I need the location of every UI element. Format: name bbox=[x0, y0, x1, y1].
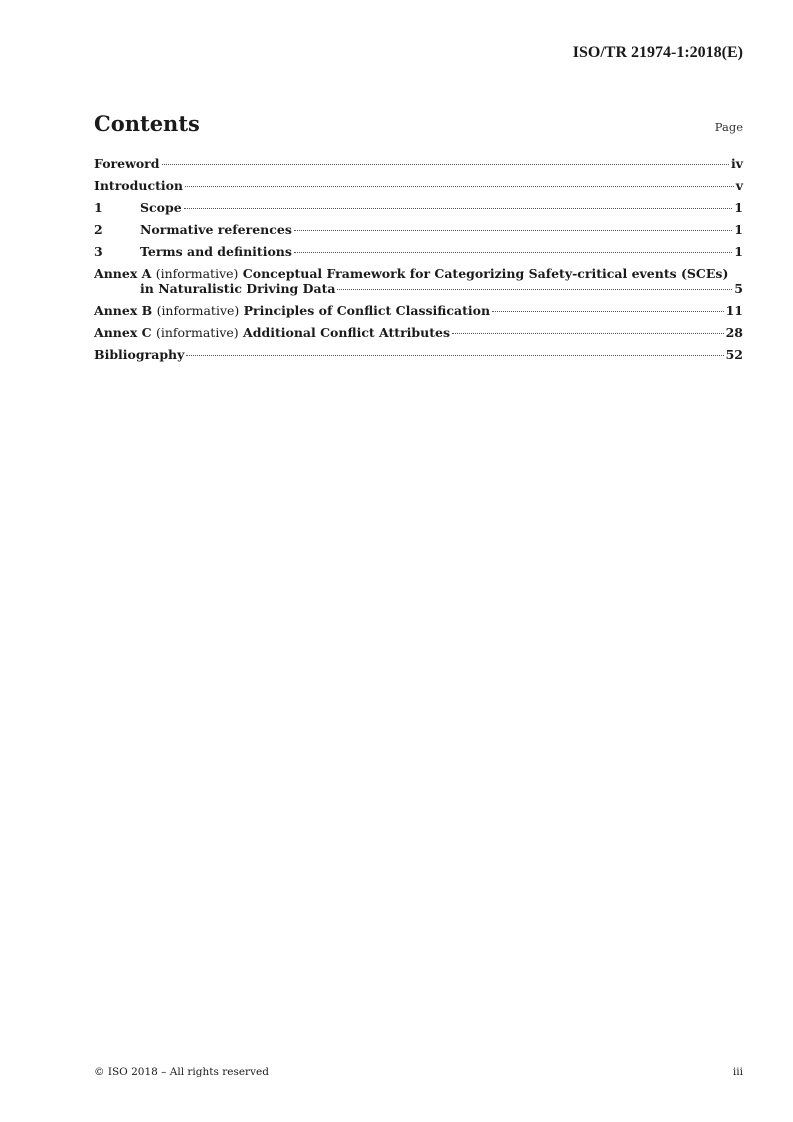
dot-leader bbox=[492, 311, 724, 312]
contents-title: Contents bbox=[94, 111, 200, 136]
annex-title: Principles of Conflict Classification bbox=[243, 303, 491, 318]
annex-type: (informative) bbox=[156, 303, 240, 318]
annex-type: (informative) bbox=[155, 266, 239, 281]
toc-entry-normative-references[interactable] bbox=[94, 222, 743, 237]
toc-title: Terms and definitions bbox=[140, 244, 292, 259]
toc-page-number: 28 bbox=[725, 325, 743, 340]
annex-title-continued: in Naturalistic Driving Data bbox=[140, 281, 336, 296]
dot-leader bbox=[184, 208, 733, 209]
document-id: ISO/TR 21974-1:2018(E) bbox=[572, 44, 743, 61]
toc-entry-annex-b[interactable] bbox=[94, 303, 743, 318]
dot-leader bbox=[162, 164, 729, 165]
contents-heading-row bbox=[94, 111, 743, 136]
dot-leader bbox=[337, 289, 732, 290]
annex-label: Annex C bbox=[94, 325, 152, 340]
toc-page-number: 11 bbox=[725, 303, 743, 318]
toc-clause-number: 1 bbox=[94, 200, 103, 215]
dot-leader bbox=[452, 333, 724, 334]
toc-entry-annex-a[interactable] bbox=[94, 266, 743, 296]
toc-title: Bibliography bbox=[94, 347, 185, 362]
toc-entry-introduction[interactable] bbox=[94, 178, 743, 193]
toc-page-number: 52 bbox=[725, 347, 743, 362]
table-of-contents bbox=[94, 156, 743, 369]
page-footer bbox=[94, 1066, 743, 1078]
toc-entry-foreword[interactable] bbox=[94, 156, 743, 171]
toc-title: Normative references bbox=[140, 222, 292, 237]
dot-leader bbox=[186, 355, 723, 356]
toc-clause-number: 3 bbox=[94, 244, 103, 259]
toc-clause-number: 2 bbox=[94, 222, 103, 237]
dot-leader bbox=[185, 186, 734, 187]
annex-title: Conceptual Framework for Categorizing Safety-critical events (SCEs) bbox=[242, 266, 729, 281]
toc-title: Introduction bbox=[94, 178, 184, 193]
toc-page-number: 1 bbox=[734, 222, 743, 237]
toc-page-number: 5 bbox=[734, 281, 743, 296]
toc-entry-terms-and-definitions[interactable] bbox=[94, 244, 743, 259]
toc-page-number: iv bbox=[730, 156, 743, 171]
annex-label: Annex A bbox=[94, 266, 152, 281]
toc-entry-scope[interactable] bbox=[94, 200, 743, 215]
toc-entry-annex-c[interactable] bbox=[94, 325, 743, 340]
toc-title: Foreword bbox=[94, 156, 160, 171]
toc-page-number: 1 bbox=[734, 200, 743, 215]
toc-title: Scope bbox=[140, 200, 182, 215]
page-number: iii bbox=[732, 1066, 743, 1078]
dot-leader bbox=[294, 230, 732, 231]
toc-page-number: v bbox=[735, 178, 743, 193]
annex-label: Annex B bbox=[94, 303, 153, 318]
toc-page-number: 1 bbox=[734, 244, 743, 259]
page-column-label: Page bbox=[714, 120, 743, 134]
annex-title: Additional Conflict Attributes bbox=[243, 325, 451, 340]
toc-entry-bibliography[interactable] bbox=[94, 347, 743, 362]
copyright-notice: © ISO 2018 – All rights reserved bbox=[94, 1066, 269, 1078]
dot-leader bbox=[294, 252, 732, 253]
annex-type: (informative) bbox=[155, 325, 239, 340]
